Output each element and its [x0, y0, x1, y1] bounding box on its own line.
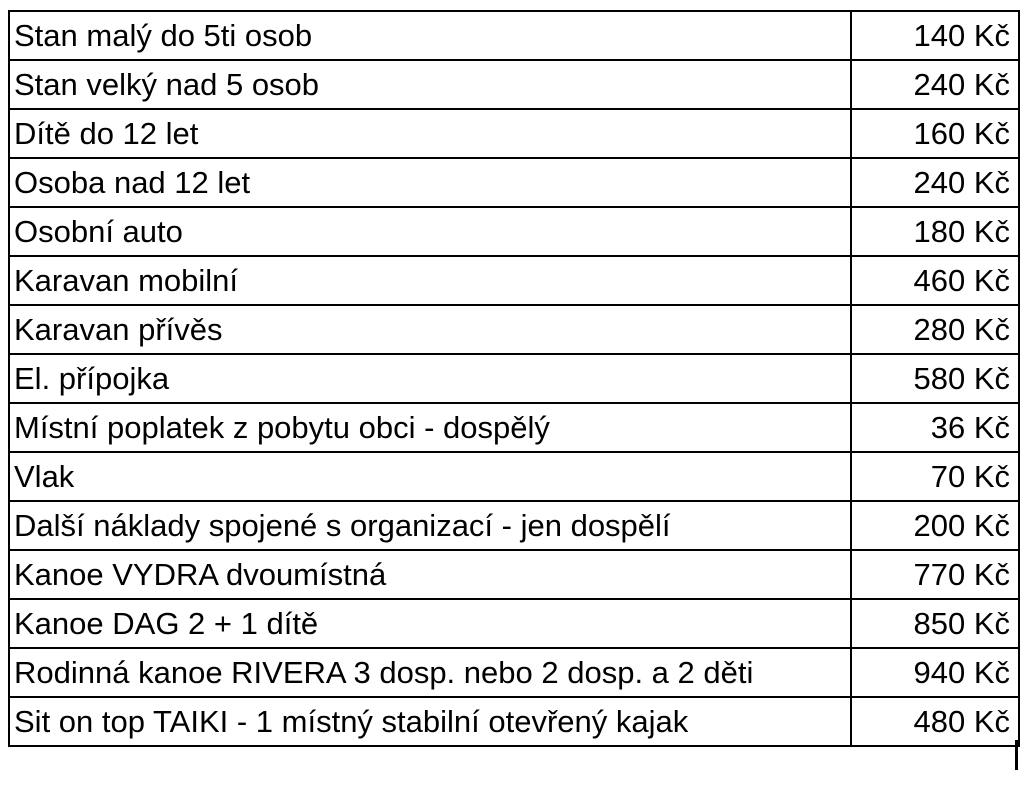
table-row [9, 501, 1019, 550]
item-name-cell: Karavan mobilní [9, 256, 851, 305]
price-cell: 240 Kč [851, 158, 1019, 207]
price-cell: 460 Kč [851, 256, 1019, 305]
price-cell: 70 Kč [851, 452, 1019, 501]
item-name-cell: Karavan přívěs [9, 305, 851, 354]
item-name-cell: Kanoe VYDRA dvoumístná [9, 550, 851, 599]
item-name-cell: Osobní auto [9, 207, 851, 256]
price-cell: 940 Kč [851, 648, 1019, 697]
table-row [9, 109, 1019, 158]
table-row [9, 550, 1019, 599]
price-cell: 580 Kč [851, 354, 1019, 403]
table-row [9, 452, 1019, 501]
item-name-cell: El. přípojka [9, 354, 851, 403]
item-name-cell: Další náklady spojené s organizací - jen dospělí [9, 501, 851, 550]
item-name-cell: Osoba nad 12 let [9, 158, 851, 207]
item-name-cell: Stan velký nad 5 osob [9, 60, 851, 109]
price-cell: 140 Kč [851, 11, 1019, 60]
item-name-cell: Vlak [9, 452, 851, 501]
table-row [9, 158, 1019, 207]
table-row [9, 305, 1019, 354]
price-cell: 36 Kč [851, 403, 1019, 452]
item-name-cell: Kanoe DAG 2 + 1 dítě [9, 599, 851, 648]
price-cell: 850 Kč [851, 599, 1019, 648]
table-row [9, 60, 1019, 109]
item-name-cell: Stan malý do 5ti osob [9, 11, 851, 60]
item-name-cell: Rodinná kanoe RIVERA 3 dosp. nebo 2 dosp. a 2 děti [9, 648, 851, 697]
price-cell: 180 Kč [851, 207, 1019, 256]
table-row [9, 403, 1019, 452]
price-cell: 770 Kč [851, 550, 1019, 599]
price-cell: 160 Kč [851, 109, 1019, 158]
price-cell: 280 Kč [851, 305, 1019, 354]
table-row [9, 354, 1019, 403]
table-row [9, 648, 1019, 697]
item-name-cell: Dítě do 12 let [9, 109, 851, 158]
price-cell: 200 Kč [851, 501, 1019, 550]
price-table [8, 10, 1020, 747]
item-name-cell: Sit on top TAIKI - 1 místný stabilní otevřený kajak [9, 697, 851, 746]
table-row [9, 256, 1019, 305]
table-row [9, 11, 1019, 60]
price-cell: 240 Kč [851, 60, 1019, 109]
table-row [9, 697, 1019, 746]
table-row [9, 207, 1019, 256]
price-cell: 480 Kč [851, 697, 1019, 746]
edge-mark [1015, 740, 1018, 770]
item-name-cell: Místní poplatek z pobytu obci - dospělý [9, 403, 851, 452]
table-row [9, 599, 1019, 648]
